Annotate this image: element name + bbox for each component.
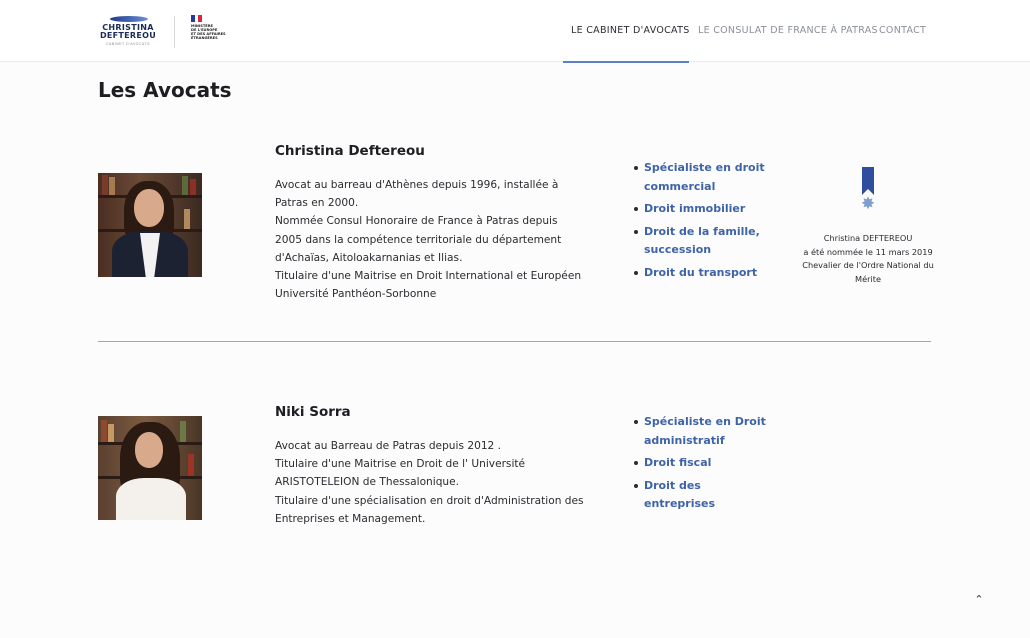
lawyer-name: Christina Deftereou xyxy=(275,143,425,159)
specialties-list xyxy=(633,413,773,518)
specialty-item[interactable]: Droit fiscal xyxy=(633,454,773,473)
site-header xyxy=(0,0,1030,62)
specialty-item[interactable]: Droit immobilier xyxy=(633,200,773,219)
medal-icon: ✸ xyxy=(860,167,876,215)
nav-item-cabinet[interactable]: LE CABINET D'AVOCATS xyxy=(571,25,690,36)
bio-line: Université Panthéon-Sorbonne xyxy=(275,288,437,301)
bio-line: Titulaire d'une Maitrise en Droit de l' Université xyxy=(275,458,526,471)
logo-swoosh-icon xyxy=(110,16,148,22)
specialty-item[interactable]: Droit du transport xyxy=(633,264,773,283)
cabinet-logo[interactable] xyxy=(98,14,178,48)
specialties-list xyxy=(633,159,773,286)
logo-name-line2: DEFTEREOU xyxy=(99,31,157,40)
bio-line: Avocat au barreau d'Athènes depuis 1996, installée à xyxy=(275,179,559,191)
nav-active-underline xyxy=(563,61,689,63)
bio-line: Patras en 2000. xyxy=(275,197,359,210)
bio-line: ARISTOTELEION de Thessalonique. xyxy=(275,476,460,489)
lawyer-name: Niki Sorra xyxy=(275,404,351,420)
bio-line: Titulaire d'une spécialisation en droit d'Administration des xyxy=(275,494,584,507)
ministry-line1: MINISTÈRE xyxy=(191,24,213,28)
nav-item-contact[interactable]: CONTACT xyxy=(879,25,927,36)
bio-line: Avocat au Barreau de Patras depuis 2012 . xyxy=(275,440,502,452)
nav-item-consulat[interactable]: LE CONSULAT DE FRANCE À PATRAS xyxy=(698,25,878,36)
lawyer-photo-christina xyxy=(98,173,202,277)
logo-subtitle: CABINET D'AVOCATS xyxy=(106,42,150,46)
specialty-item[interactable]: Spécialiste en Droit administratif xyxy=(633,413,773,450)
bio-line: Entreprises et Management. xyxy=(275,512,426,525)
bio-line: 2005 dans la compétence territoriale du département xyxy=(275,233,562,246)
ministry-line3: ET DES AFFAIRES xyxy=(191,32,226,36)
ministry-line4: ÉTRANGÈRES xyxy=(191,36,218,40)
bio-line: d'Achaïas, Aitoloakarnanias et Ilias. xyxy=(275,251,463,264)
lawyer-bio xyxy=(275,437,595,528)
bio-line: Nommée Consul Honoraire de France à Patras depuis xyxy=(275,215,558,228)
lawyer-bio xyxy=(275,176,595,303)
page-title: Les Avocats xyxy=(98,78,232,102)
ministry-logo xyxy=(191,15,231,49)
logo-divider xyxy=(174,16,175,48)
specialty-item[interactable]: Droit de la famille, succession xyxy=(633,223,773,260)
logo-name-line1: CHRISTINA xyxy=(102,23,154,32)
ministry-line2: DE L'EUROPE xyxy=(191,28,218,32)
french-flag-icon xyxy=(191,15,202,22)
specialty-item[interactable]: Droit des entreprises xyxy=(633,477,773,514)
lawyer-photo-niki xyxy=(98,416,202,520)
section-divider xyxy=(98,341,931,342)
bio-line: Titulaire d'une Maitrise en Droit International et Européen xyxy=(275,270,582,283)
chevron-up-icon[interactable]: ⌃ xyxy=(974,594,984,606)
award-caption: Christina DEFTEREOU a été nommée le 11 mars 2019 Chevalier de l'Ordre National du Mérite xyxy=(802,233,934,284)
specialty-item[interactable]: Spécialiste en droit commercial xyxy=(633,159,773,196)
